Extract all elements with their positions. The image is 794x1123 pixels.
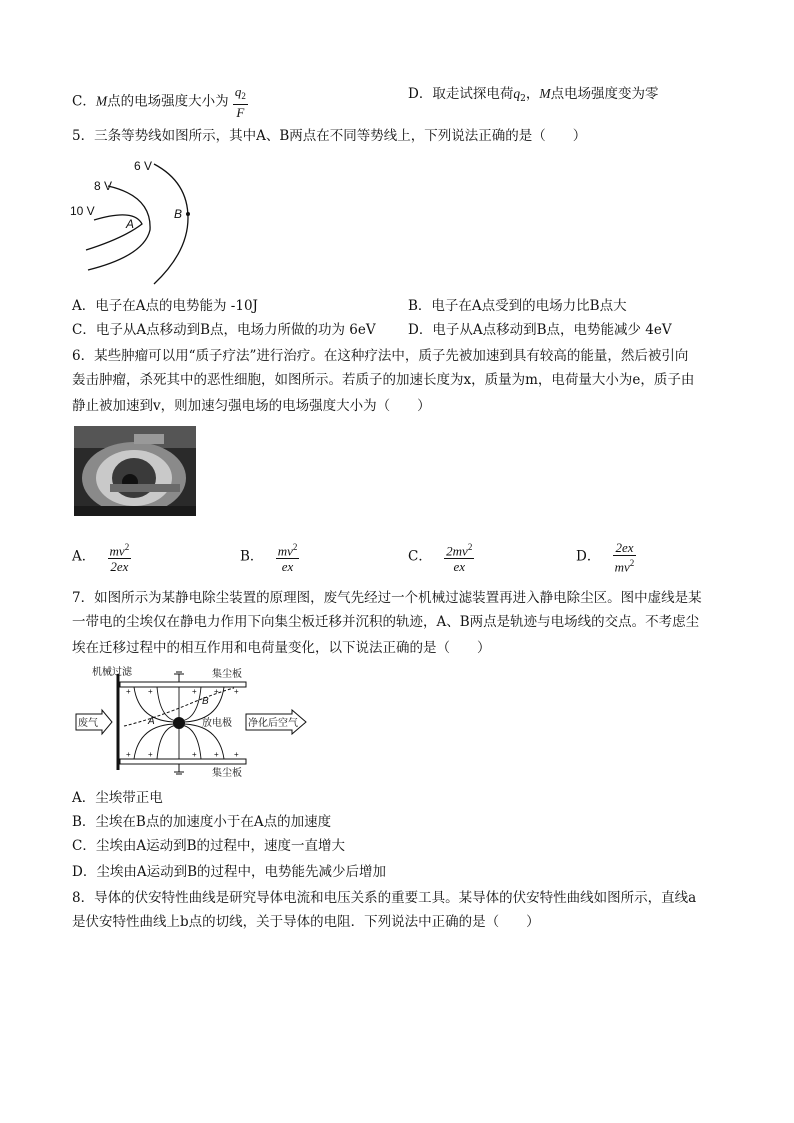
svg-text:+: + xyxy=(126,750,131,759)
label-point-b: B xyxy=(202,696,209,707)
collector-plate-bottom xyxy=(120,759,246,764)
label-6v: 6 V xyxy=(134,159,153,173)
q6-stem-line2: 轰击肿瘤，杀死其中的恶性细胞，如图所示。若质子的加速长度为x，质量为m，电荷量大小为e，质子由 xyxy=(72,372,695,388)
q7-stem-line3: 埃在迁移过程中的相互作用和电荷量变化，以下说法正确的是（ ） xyxy=(72,640,491,656)
equipotential-6v-curve xyxy=(154,164,188,284)
q7-option-d: D．尘埃由A运动到B的过程中，电势能先减少后增加 xyxy=(72,864,386,880)
q5-option-b: B．电子在A点受到的电场力比B点大 xyxy=(408,298,627,314)
label-collector-top: 集尘板 xyxy=(212,669,242,680)
q4-option-d: D．取走试探电荷$q_2$，M点电场强度变为零 xyxy=(408,86,659,104)
q6-stem-line3: 静止被加速到v，则加速匀强电场的电场强度大小为（ ） xyxy=(72,398,431,414)
q5-stem: 5．三条等势线如图所示，其中A、B两点在不同等势线上，下列说法正确的是（ ） xyxy=(72,128,587,144)
q8-stem-line1: 8．导体的伏安特性曲线是研究导体电流和电压关系的重要工具。某导体的伏安特性曲线如图所示，直线a xyxy=(72,890,697,906)
label-waste-gas: 废气 xyxy=(78,718,98,729)
svg-text:+: + xyxy=(192,750,197,759)
svg-text:+: + xyxy=(234,687,239,696)
label-point-a: A xyxy=(148,716,155,727)
ground-icon-top xyxy=(174,672,184,682)
q4-option-c-fraction: $\frac{q_2}{F}$ xyxy=(234,84,246,120)
svg-text:+: + xyxy=(148,750,153,759)
label-collector-bottom: 集尘板 xyxy=(212,768,242,779)
svg-text:+: + xyxy=(214,687,219,696)
label-mechanical-filter: 机械过滤 xyxy=(92,667,132,678)
label-8v: 8 V xyxy=(94,179,113,193)
q5-option-c: C．电子从A点移动到B点，电场力所做的功为 6eV xyxy=(72,322,376,338)
q7-electrostatic-precipitator-figure xyxy=(74,664,310,780)
collector-plate-top xyxy=(120,682,246,687)
discharge-electrode xyxy=(173,717,185,729)
q7-stem-line2: 一带电的尘埃仅在静电力作用下向集尘板迁移并沉积的轨迹，A、B两点是轨迹与电场线的交点。不考虑尘 xyxy=(72,614,700,630)
q4-option-c: C．M点的电场强度大小为 $\frac{q_2}{F}$ xyxy=(72,84,246,120)
q6-proton-therapy-photo xyxy=(74,426,196,516)
q5-equipotential-figure xyxy=(64,152,204,287)
point-b-dot xyxy=(186,212,190,216)
q7-option-c: C．尘埃由A运动到B的过程中，速度一直增大 xyxy=(72,838,345,854)
label-10v: 10 V xyxy=(70,204,95,218)
equipotential-8v-curve xyxy=(88,186,150,270)
label-discharge-electrode: 放电极 xyxy=(202,718,232,729)
q6-option-c: C． $\frac{2mv^2}{ex}$ xyxy=(408,542,473,575)
q5-option-d: D．电子从A点移动到B点，电势能减少 4eV xyxy=(408,322,672,338)
q7-option-a: A．尘埃带正电 xyxy=(72,790,163,806)
svg-text:+: + xyxy=(148,687,153,696)
q7-stem-line1: 7．如图所示为某静电除尘装置的原理图，废气先经过一个机械过滤装置再进入静电除尘区。图中虚线是某 xyxy=(72,590,702,606)
label-point-b: B xyxy=(174,207,183,221)
q6-option-a: A． $\frac{mv^2}{2ex}$ xyxy=(72,542,130,575)
q6-stem-line1: 6．某些肿瘤可以用“质子疗法”进行治疗。在这种疗法中，质子先被加速到具有较高的能量，然后被引向 xyxy=(72,348,689,364)
q5-option-a: A．电子在A点的电势能为 -10J xyxy=(72,298,258,314)
q8-stem-line2: 是伏安特性曲线上b点的切线，关于导体的电阻．下列说法中正确的是（ ） xyxy=(72,914,540,930)
q7-option-b: B．尘埃在B点的加速度小于在A点的加速度 xyxy=(72,814,332,830)
svg-text:+: + xyxy=(126,687,131,696)
svg-text:+: + xyxy=(214,750,219,759)
q6-option-d: D． $\frac{2ex}{mv^2}$ xyxy=(576,540,635,575)
label-point-a: A xyxy=(126,217,135,231)
q6-option-b: B． $\frac{mv^2}{ex}$ xyxy=(240,542,298,575)
ground-icon-bottom xyxy=(174,764,184,774)
label-clean-air: 净化后空气 xyxy=(248,718,298,729)
svg-text:+: + xyxy=(234,750,239,759)
svg-text:+: + xyxy=(192,687,197,696)
